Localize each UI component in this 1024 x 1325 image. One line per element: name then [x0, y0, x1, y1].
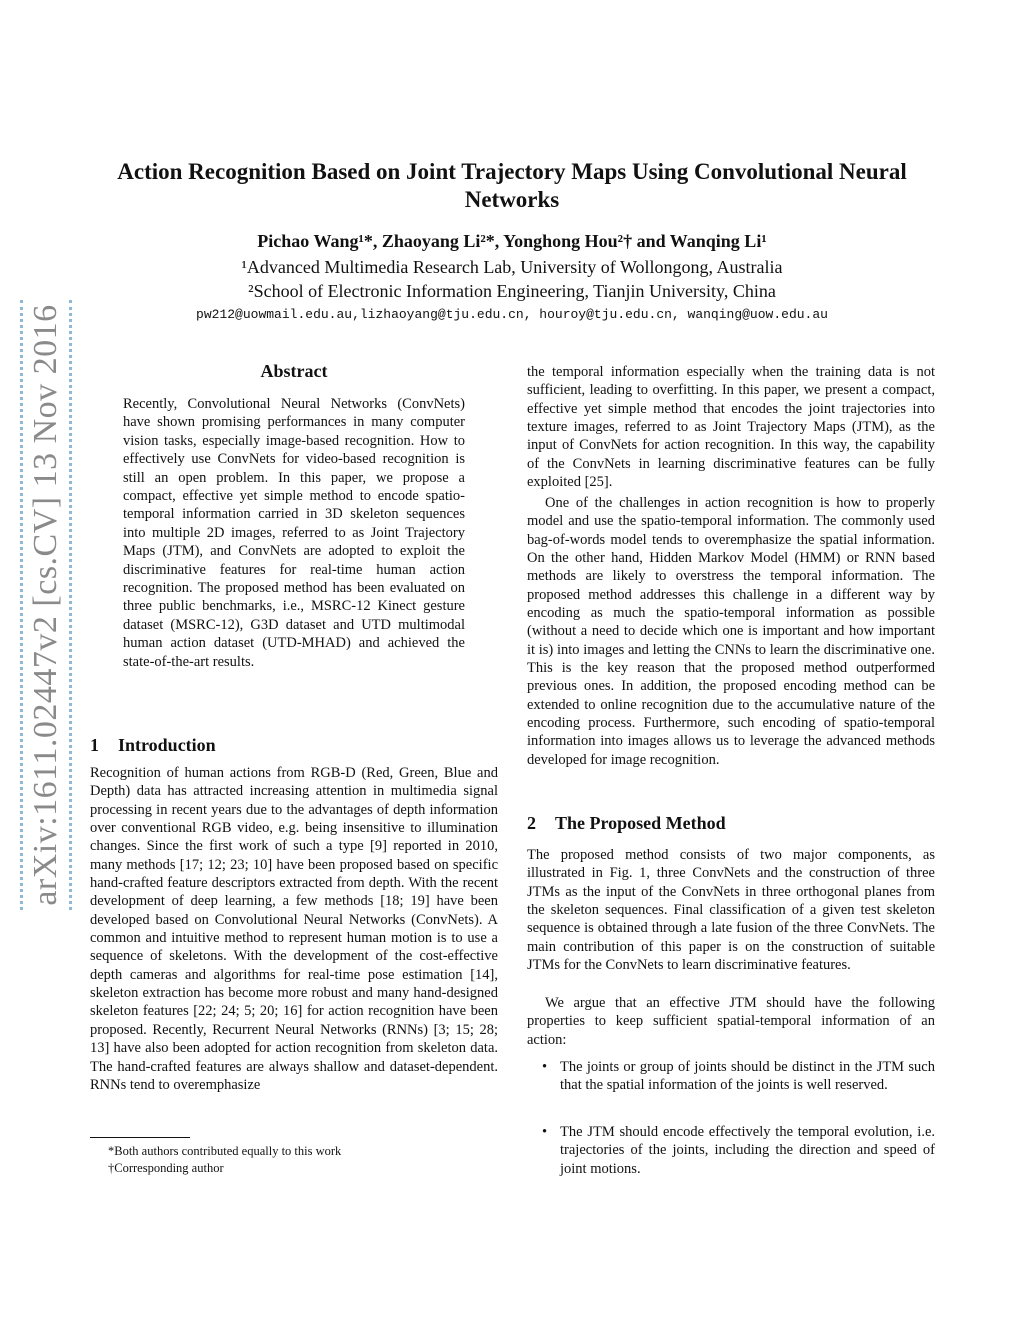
- bullet-icon: •: [542, 1059, 548, 1075]
- arxiv-id-text: arXiv:1611.02447v2 [cs.CV] 13 Nov 2016: [27, 304, 64, 906]
- bullet-icon: •: [542, 1124, 548, 1140]
- abstract-heading: Abstract: [260, 361, 328, 381]
- introduction-heading: [90, 734, 498, 756]
- method-heading: [527, 812, 935, 834]
- introduction-paragraph-2: One of the challenges in action recognition is how to properly model and use the spatio-temporal information. The commonly used bag-of-words model tends to overemphasize the spatial information. On the other hand, Hidden Markov Model (HMM) or RNN based methods are likely to overstress the temporal information. The proposed method addresses this challenge in a different way by encoding as much the spatio-temporal information as possible (without a need to decide which one is important and how important it is) into images and letting the CNNs to learn the discriminative one. This is the key reason that the proposed method outperformed previous ones. In addition, the proposed encoding method can be extended to online recognition due to the accumulative nature of the encoding process. Furthermore, such encoding of spatio-temporal information into images allows us to leverage the advanced methods developed for image recognition.: [527, 495, 935, 768]
- author-emails: pw212@uowmail.edu.au,lizhaoyang@tju.edu.cn, houroy@tju.edu.cn, wanqing@uow.edu.au: [196, 307, 828, 322]
- introduction-paragraph-1: Recognition of human actions from RGB-D (Red, Green, Blue and Depth) data has attracted increasing attention in multimedia signal processing in recent years due to the advantages of depth information over conventional RGB video, e.g. being insensitive to illumination changes. Since the first work of such a type [9] reported in 2010, many methods [17; 12; 23; 10] have been proposed based on specific hand-crafted feature descriptors extracted from depth. With the recent development of deep learning, a few methods [18; 19] have been developed based on Convolutional Neural Networks (ConvNets). A common and intuitive method to represent human motion is to use a sequence of skeletons. With the development of the cost-effective depth cameras and algorithms for real-time pose estimation [14], skeleton extraction has become more robust and many hand-designed skeleton features [22; 24; 5; 20; 16] for action recognition have been proposed. Recently, Recurrent Neural Networks (RNNs) [3; 15; 28; 13] have also been adopted for action recognition from skeleton data. The hand-crafted features are always shallow and dataset-dependent. RNNs tend to overemphasize: [90, 765, 498, 1093]
- footnote-equal-contribution: *Both authors contributed equally to this work: [108, 1144, 342, 1158]
- footnote-corresponding-author: †Corresponding author: [108, 1161, 224, 1175]
- author-list: Pichao Wang¹*, Zhaoyang Li²*, Yonghong Hou²† and Wanqing Li¹: [257, 231, 767, 251]
- introduction-paragraph-1-continued: the temporal information especially when the training data is not sufficient, leading to overfitting. In this paper, we present a compact, effective yet simple method that encodes the joint trajectories into texture images, referred to as Joint Trajectory Maps (JTM), as the input of ConvNets for action recognition. In this way, the capability of the ConvNets in learning discriminative features can be fully exploited [25].: [527, 364, 935, 491]
- footnote-divider: [90, 1137, 190, 1138]
- section-title: Introduction: [118, 735, 216, 755]
- property-bullet-2: [540, 1123, 935, 1178]
- bullet-text: The joints or group of joints should be distinct in the JTM such that the spatial information of the joints is well reserved.: [560, 1059, 935, 1094]
- bullet-text: The JTM should encode effectively the temporal evolution, i.e. trajectories of the joints, including the direction and speed of joint motions.: [560, 1124, 935, 1177]
- property-bullet-1: [540, 1058, 935, 1095]
- affiliation-1: ¹Advanced Multimedia Research Lab, University of Wollongong, Australia: [241, 257, 783, 277]
- method-paragraph-2: We argue that an effective JTM should have the following properties to keep sufficient spatial-temporal information of an action:: [527, 995, 935, 1048]
- section-number: 1: [90, 735, 99, 755]
- section-number: 2: [527, 813, 536, 833]
- abstract-text: Recently, Convolutional Neural Networks (ConvNets) have shown promising performances in many computer vision tasks, especially image-based recognition. How to effectively use ConvNets for video-based recognition is still an open problem. In this paper, we propose a compact, effective yet simple method to encode spatio-temporal information carried in 3D skeleton sequences into multiple 2D images, referred to as Joint Trajectory Maps (JTM), and ConvNets are adopted to exploit the discriminative features for real-time human action recognition. The proposed method has been evaluated on three public benchmarks, i.e., MSRC-12 Kinect gesture dataset (MSRC-12), G3D dataset and UTD multimodal human action dataset (UTD-MHAD) and achieved the state-of-the-art results.: [123, 396, 465, 670]
- affiliation-2: ²School of Electronic Information Engineering, Tianjin University, China: [248, 281, 776, 301]
- method-paragraph-1: The proposed method consists of two major components, as illustrated in Fig. 1, three ConvNets and the construction of three JTMs as the input of the ConvNets in three orthogonal planes from the skeleton sequences. Final classification of a given test skeleton sequence is obtained through a late fusion of the three ConvNets. The main contribution of this paper is on the construction of suitable JTMs for the ConvNets to learn discriminative features.: [527, 847, 935, 974]
- arxiv-identifier-stamp: [20, 300, 72, 910]
- paper-title: Action Recognition Based on Joint Trajectory Maps Using Convolutional Neural Networks: [117, 159, 907, 212]
- section-title: The Proposed Method: [555, 813, 726, 833]
